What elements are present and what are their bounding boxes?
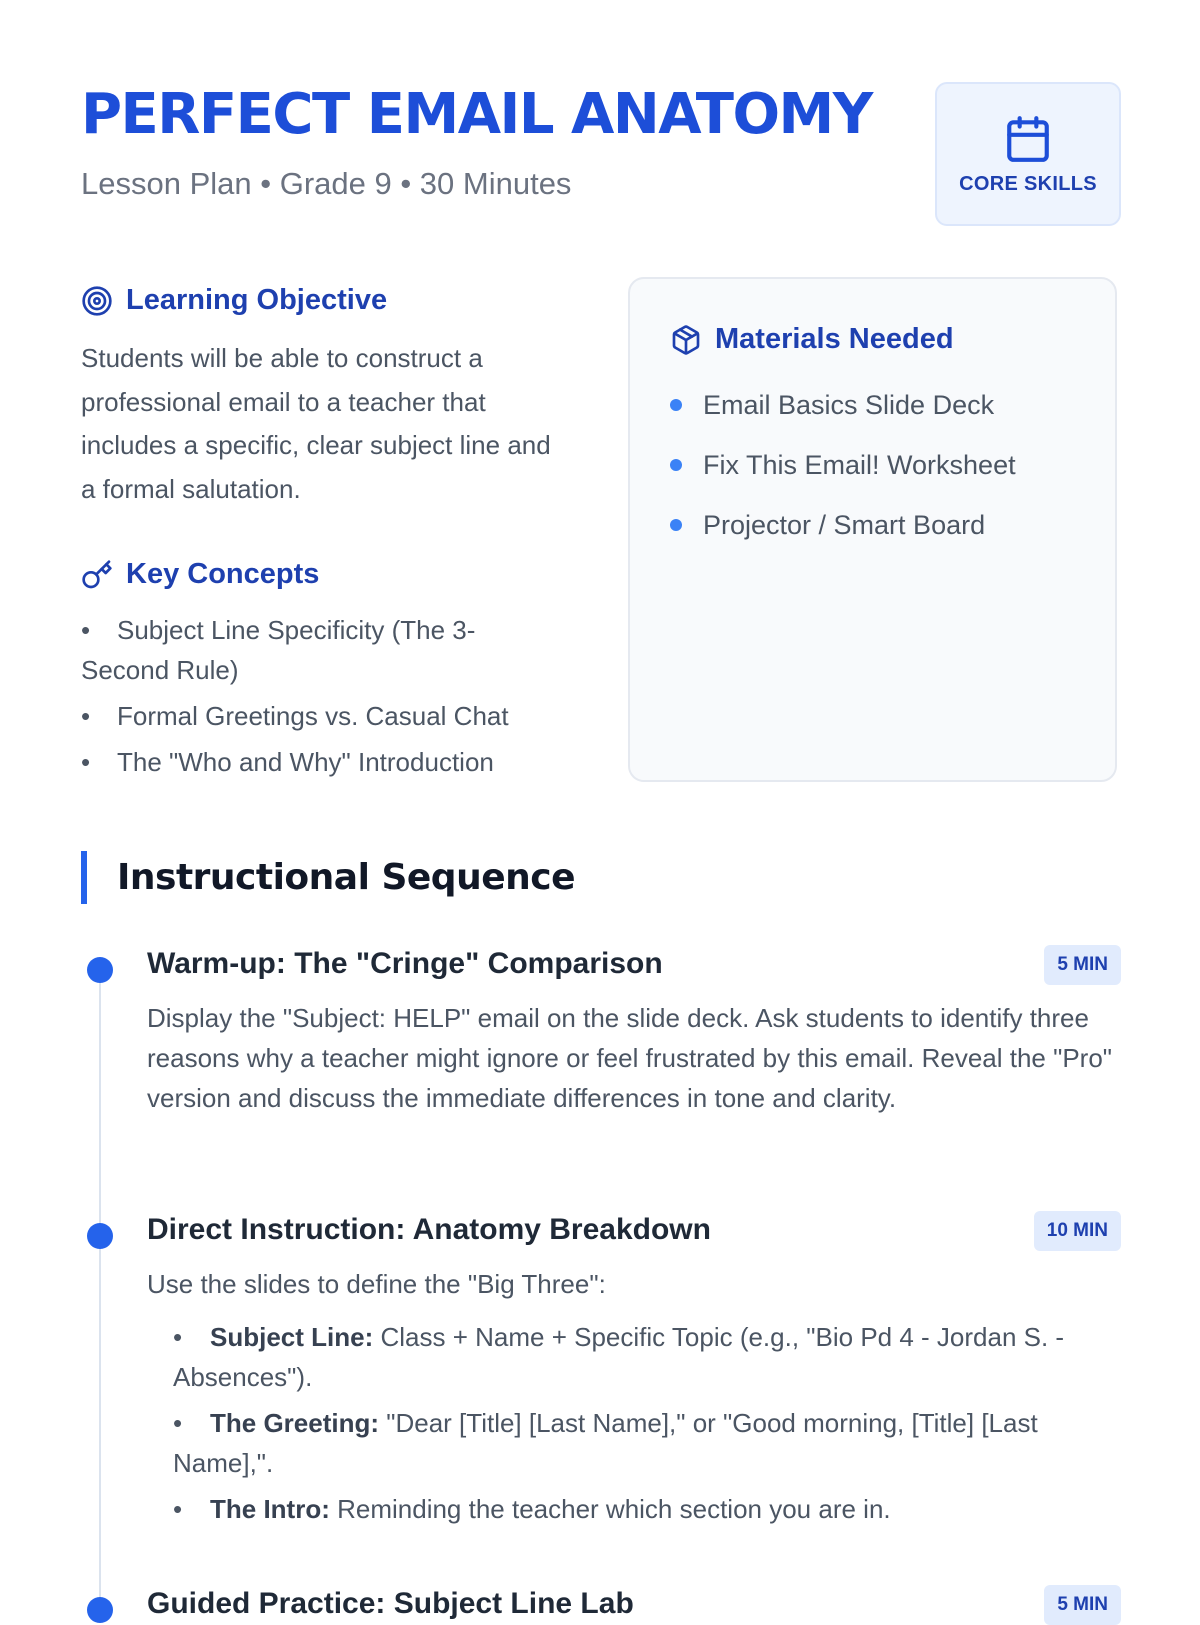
list-item: • The "Who and Why" Introduction	[81, 747, 494, 777]
materials-title: Materials Needed	[715, 323, 954, 355]
cube-icon	[670, 324, 702, 356]
materials-card	[628, 277, 1117, 782]
step-bullet-list	[173, 1317, 1123, 1535]
material-text: Projector / Smart Board	[703, 509, 986, 540]
list-item: • Formal Greetings vs. Casual Chat	[81, 701, 509, 731]
step-title: Direct Instruction: Anatomy Breakdown	[147, 1213, 711, 1246]
timeline-dot	[87, 1597, 113, 1623]
list-item: • The Greeting: "Dear [Title] [Last Name]," or "Good morning, [Title] [Last Name],".	[173, 1408, 1038, 1478]
step-description: Use the slides to define the "Big Three":	[147, 1269, 606, 1299]
list-item	[670, 495, 1016, 555]
bullet-dot	[670, 519, 682, 531]
list-item: • Subject Line Specificity (The 3-Second Rule)	[81, 615, 476, 685]
step-title: Warm-up: The "Cringe" Comparison	[147, 947, 663, 980]
target-icon	[81, 285, 113, 317]
materials-list	[670, 375, 1016, 555]
bullet-desc: Reminding the teacher which section you are in.	[329, 1494, 891, 1524]
objective-text: Students will be able to construct a professional email to a teacher that includes a specific, clear subject line and a formal salutation.	[81, 343, 551, 504]
concept-text: The "Who and Why" Introduction	[117, 747, 494, 777]
concept-text: Formal Greetings vs. Casual Chat	[117, 701, 509, 731]
bullet-term: The Intro:	[210, 1494, 330, 1524]
material-text: Email Basics Slide Deck	[703, 389, 995, 420]
key-icon	[81, 559, 113, 591]
heading-accent-bar	[81, 851, 87, 904]
list-item	[670, 435, 1016, 495]
concepts-title: Key Concepts	[126, 558, 320, 590]
concept-text: Subject Line Specificity (The 3-Second Rule)	[81, 615, 476, 685]
concepts-heading	[81, 558, 319, 591]
list-item: • The Intro: Reminding the teacher which section you are in.	[173, 1494, 891, 1524]
core-skills-badge	[935, 82, 1121, 226]
bullet-dot	[670, 399, 682, 411]
timeline-dot	[87, 1223, 113, 1249]
bullet-desc: Class + Name + Specific Topic (e.g., "Bio Pd 4 - Jordan S. - Absences").	[173, 1322, 1065, 1392]
sequence-heading	[81, 851, 575, 904]
materials-heading	[670, 323, 954, 356]
list-item	[670, 375, 1016, 435]
timeline-line	[99, 980, 101, 1620]
calendar-icon	[1003, 113, 1053, 165]
material-text: Fix This Email! Worksheet	[703, 449, 1016, 480]
bullet-term: The Greeting:	[210, 1408, 380, 1438]
duration-badge: 5 MIN	[1044, 945, 1121, 985]
concepts-list	[81, 610, 551, 788]
sequence-title: Instructional Sequence	[117, 857, 576, 898]
step-title: Guided Practice: Subject Line Lab	[147, 1587, 634, 1620]
page-title: PERFECT EMAIL ANATOMY	[81, 82, 872, 147]
list-item: • Subject Line: Class + Name + Specific Topic (e.g., "Bio Pd 4 - Jordan S. - Absences").	[173, 1322, 1065, 1392]
bullet-term: Subject Line:	[210, 1322, 374, 1352]
bullet-desc: "Dear [Title] [Last Name]," or "Good morning, [Title] [Last Name],".	[173, 1408, 1038, 1478]
duration-badge: 5 MIN	[1044, 1585, 1121, 1625]
header	[81, 82, 1121, 227]
step-description: Display the "Subject: HELP" email on the slide deck. Ask students to identify three reasons why a teacher might ignore or feel frustrated by this email. Reveal the "Pro" version and discuss the immediate differences in tone and clarity.	[147, 1003, 1113, 1113]
badge-label: CORE SKILLS	[959, 172, 1097, 195]
objective-heading	[81, 284, 387, 317]
page-subtitle: Lesson Plan • Grade 9 • 30 Minutes	[81, 166, 572, 201]
duration-badge: 10 MIN	[1034, 1211, 1121, 1251]
bullet-dot	[670, 459, 682, 471]
objective-title: Learning Objective	[126, 284, 388, 316]
timeline-dot	[87, 957, 113, 983]
